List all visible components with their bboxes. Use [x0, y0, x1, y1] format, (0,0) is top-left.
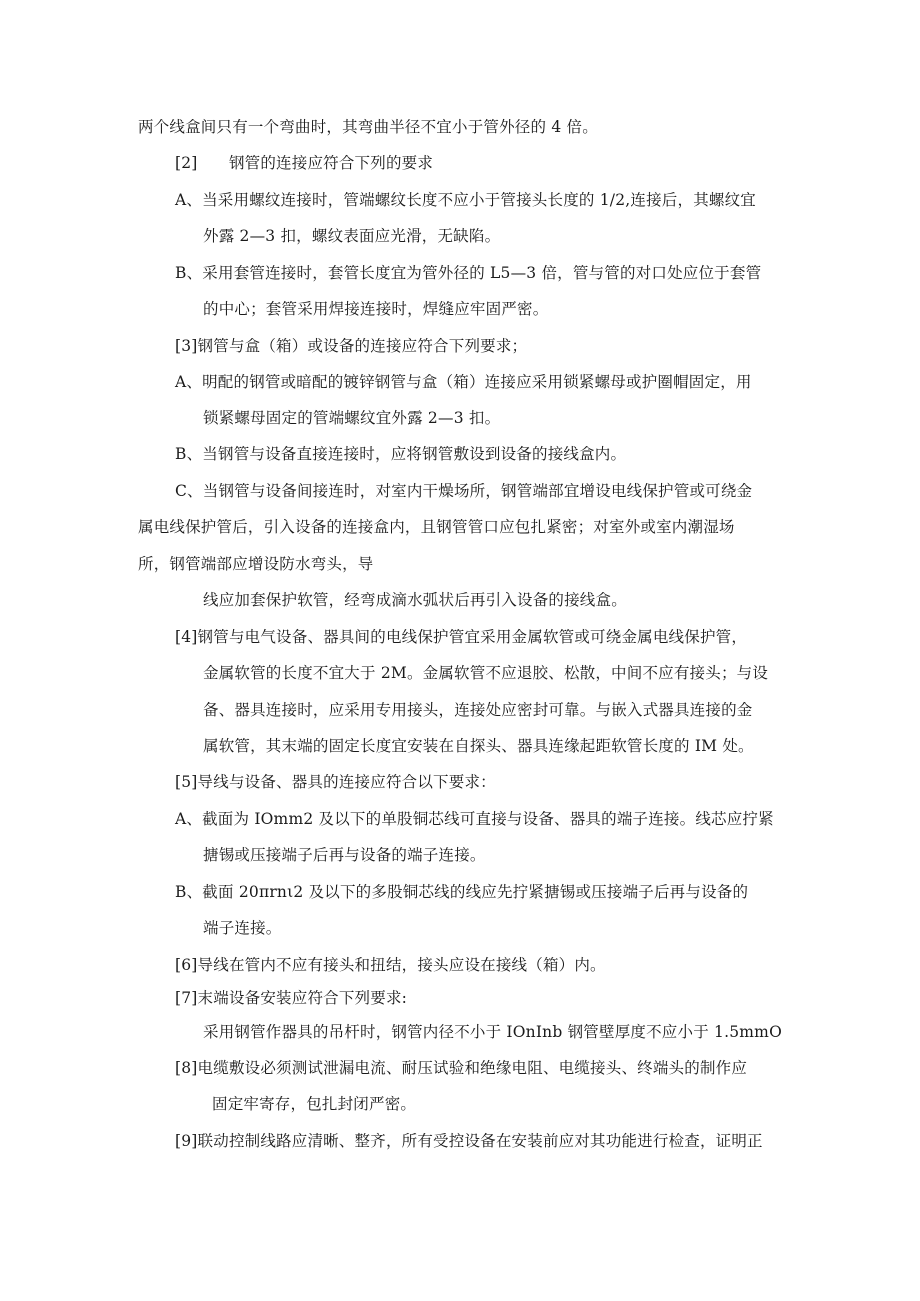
text-line-9: 锁紧螺母固定的管端螺纹宜外露 2—3 扣。 [203, 409, 501, 427]
text-line-12: 属电线保护管后，引入设备的连接盒内，且钢管管口应包扎紧密；对室外或室内潮湿场 [138, 518, 735, 536]
text-line-26: 采用钢管作器具的吊杆时，钢管内径不小于 IOnInb 钢管壁厚度不应小于 1.5mmO [203, 1023, 782, 1041]
text-line-22: B、截面 20πrnι2 及以下的多股铜芯线的线应先拧紧搪锡或压接端子后再与设备的 [175, 883, 749, 901]
section-heading-8: [8]电缆敷设必须测试泄漏电流、耐压试验和绝缘电阻、电缆接头、终端头的制作应 [175, 1059, 748, 1077]
text-line-4: 外露 2—3 扣，螺纹表面应光滑，无缺陷。 [203, 227, 501, 245]
text-line-18: 属软管，其末端的固定长度宜安装在自探头、器具连缘起距软管长度的 IM 处。 [203, 737, 754, 755]
text-line-5: B、采用套管连接时，套管长度宜为管外径的 L5—3 倍，管与管的对口处应位于套管 [175, 264, 762, 282]
text-line-13: 所，钢管端部应增设防水弯头，导 [138, 555, 374, 573]
text-line-6: 的中心；套管采用焊接连接时，焊缝应牢固严密。 [203, 300, 549, 318]
text-line-23: 端子连接。 [203, 919, 282, 937]
text-line-8: A、明配的钢管或暗配的镀锌钢管与盒（箱）连接应采用锁紧螺母或护圈帽固定，用 [175, 373, 752, 391]
text-line-3: A、当采用螺纹连接时，管端螺纹长度不应小于管接头长度的 1/2,连接后，其螺纹宜 [175, 191, 756, 209]
text-line-28: 固定牢寄存，包扎封闭严密。 [212, 1095, 417, 1113]
section-heading-6: [6]导线在管内不应有接头和扭结，接头应设在接线（箱）内。 [175, 956, 606, 974]
section-heading-9: [9]联动控制线路应清晰、整齐，所有受控设备在安装前应对其功能进行检查，证明正 [175, 1132, 763, 1150]
text-line-11: C、当钢管与设备间接连时，对室内干燥场所，钢管端部宜增设电线保护管或可绕金 [175, 482, 753, 500]
text-line-14: 线应加套保护软管，经弯成滴水弧状后再引入设备的接线盒。 [203, 591, 627, 609]
text-line-21: 搪锡或压接端子后再与设备的端子连接。 [203, 846, 486, 864]
section-heading-3: [3]钢管与盒（箱）或设备的连接应符合下列要求； [175, 337, 528, 355]
section-heading-5: [5]导线与设备、器具的连接应符合以下要求： [175, 773, 496, 791]
text-line-17: 备、器具连接时，应采用专用接头，连接处应密封可靠。与嵌入式器具连接的金 [203, 701, 753, 719]
text-line-16: 金属软管的长度不宜大于 2M。金属软管不应退胶、松散，中间不应有接头；与设 [203, 664, 769, 682]
text-line-20: A、截面为 IOmm2 及以下的单股铜芯线可直接与设备、器具的端子连接。线芯应拧紧 [175, 810, 774, 828]
text-line-1: 两个线盒间只有一个弯曲时，其弯曲半径不宜小于管外径的 4 倍。 [138, 118, 598, 136]
section-heading-2: [2] 钢管的连接应符合下列的要求 [175, 154, 434, 172]
section-heading-4: [4]钢管与电气设备、器具间的电线保护管宜采用金属软管或可绕金属电线保护管， [175, 628, 748, 646]
section-heading-7: [7]末端设备安装应符合下列要求: [175, 989, 408, 1007]
text-line-10: B、当钢管与设备直接连接时，应将钢管敷设到设备的接线盒内。 [175, 445, 627, 463]
